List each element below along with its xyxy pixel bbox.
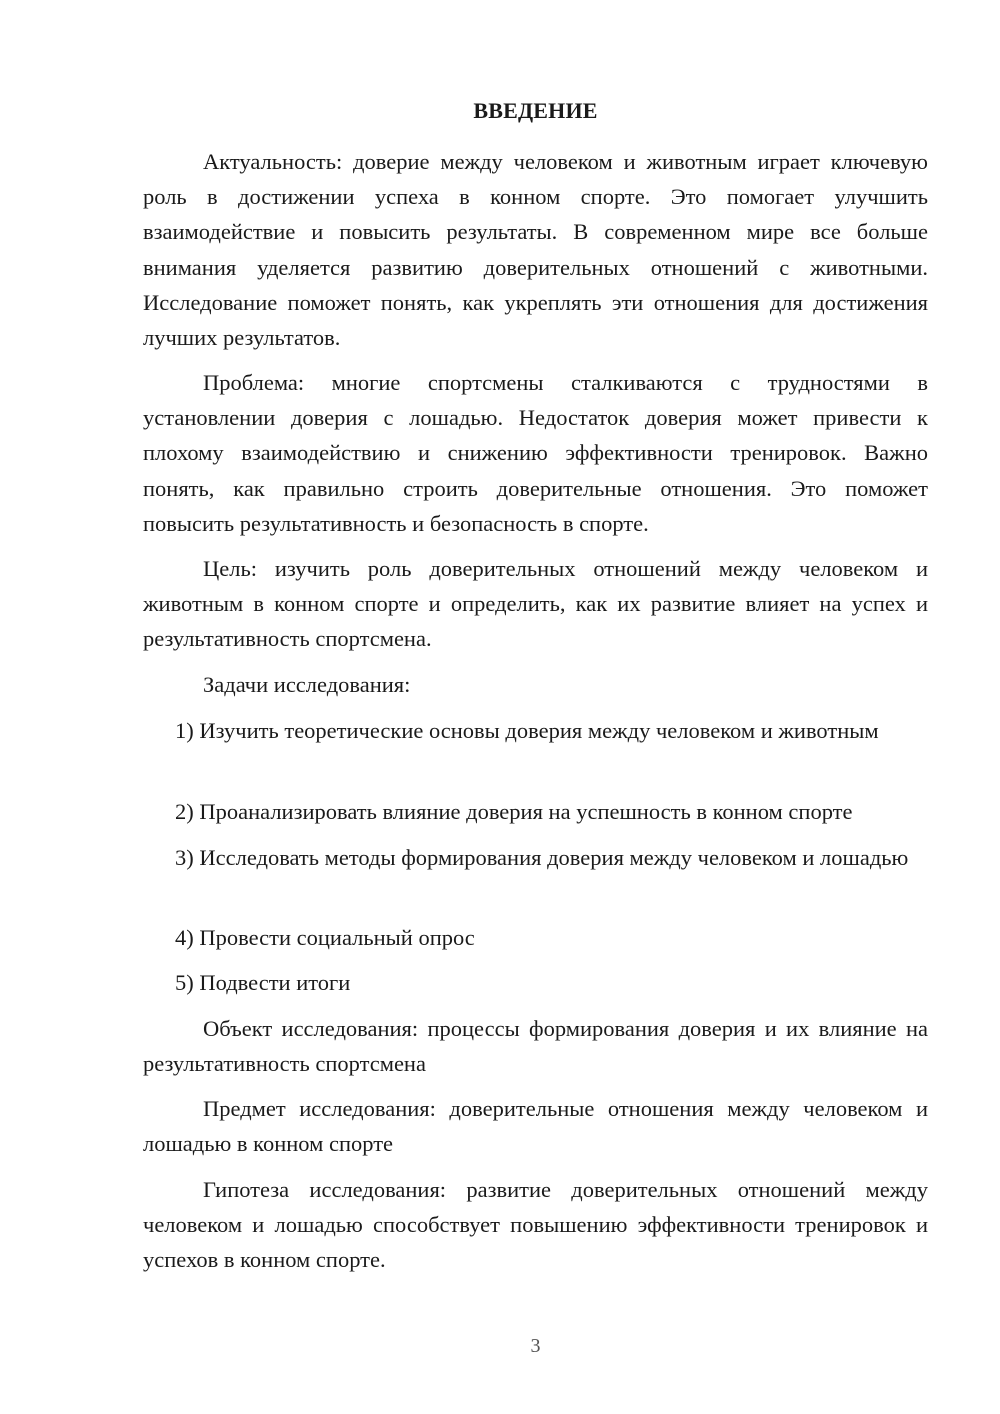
- page-number: 3: [530, 1335, 541, 1357]
- goal-paragraph: Цель: изучить роль доверительных отношений между человеком и животным в конном спорте и определить, как их развитие влияет на успех и результативность спортсмена.: [143, 556, 928, 652]
- object-paragraph: Объект исследования: процессы формирования доверия и их влияние на результативность спортсмена: [143, 1016, 928, 1077]
- task-item-2: 2) Проанализировать влияние доверия на успешность в конном спорте: [175, 799, 853, 824]
- page-title: ВВЕДЕНИЕ: [473, 98, 598, 123]
- task-item-5: 5) Подвести итоги: [175, 970, 351, 995]
- problem-paragraph: Проблема: многие спортсмены сталкиваются с трудностями в установлении доверия с лошадью. Недостаток доверия может привести к плохому взаимодействию и снижению эффективности тренировок. Важно понять, как правильно строить доверительные отношения. Это поможет повысить результативность и безопасность в спорте.: [143, 370, 928, 536]
- task-item-3: 3) Исследовать методы формирования доверия между человеком и лошадью: [175, 845, 909, 870]
- task-item-1: 1) Изучить теоретические основы доверия между человеком и животным: [175, 718, 879, 743]
- hypothesis-paragraph: Гипотеза исследования: развитие доверительных отношений между человеком и лошадью способствует повышению эффективности тренировок и успехов в конном спорте.: [143, 1177, 928, 1273]
- tasks-heading: Задачи исследования:: [203, 672, 411, 697]
- relevance-paragraph: Актуальность: доверие между человеком и животным играет ключевую роль в достижении успеха в конном спорте. Это помогает улучшить взаимодействие и повысить результаты. В современном мире все больше внимания уделяется развитию доверительных отношений с животными. Исследование поможет понять, как укреплять эти отношения для достижения лучших результатов.: [143, 149, 928, 351]
- subject-paragraph: Предмет исследования: доверительные отношения между человеком и лошадью в конном спорте: [143, 1096, 928, 1157]
- task-item-4: 4) Провести социальный опрос: [175, 925, 475, 950]
